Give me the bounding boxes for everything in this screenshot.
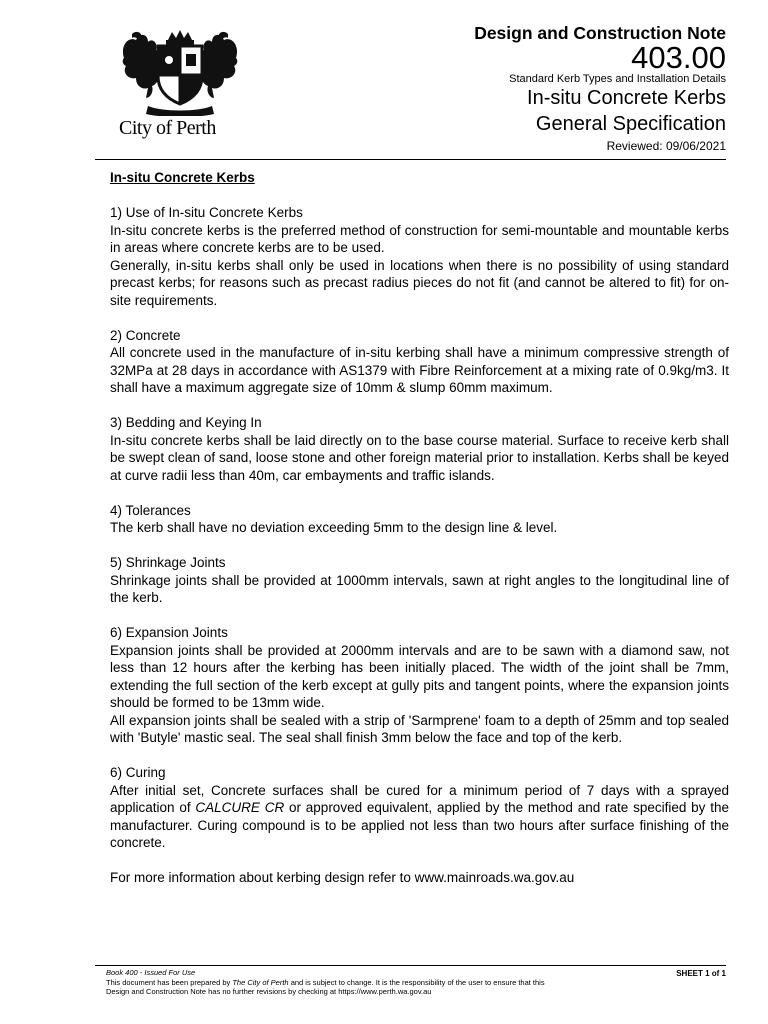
paragraph: The kerb shall have no deviation exceeding 5mm to the design line & level. bbox=[110, 520, 558, 535]
paragraph bbox=[110, 782, 729, 852]
body-heading: In-situ Concrete Kerbs bbox=[110, 170, 255, 185]
paragraph: In-situ concrete kerbs shall be laid directly on to the base course material. Surface to receive kerb shall be swept clean of sand, loose stone and other foreign material prior to installation. Kerbs shall be keyed at curve radii less than 40m, car embayments and traffic islands. bbox=[110, 432, 729, 483]
document-body bbox=[110, 169, 729, 887]
disclaimer-line-2: Design and Construction Note has no further revisions by checking at https://www.perth.wa.gov.au bbox=[106, 987, 432, 996]
text-run: or approved equivalent, applied by the method and rate specified by the manufacturer. Curing compound is to be applied not less than two hours after surface finishing of the concrete. bbox=[110, 800, 729, 850]
note-title-line-2: General Specification bbox=[535, 113, 726, 135]
section-title: 6) Expansion Joints bbox=[110, 625, 228, 640]
section-curing bbox=[110, 764, 729, 852]
page-footer bbox=[106, 968, 726, 997]
section-title: 5) Shrinkage Joints bbox=[110, 555, 226, 570]
section-shrinkage-joints bbox=[110, 554, 729, 607]
logo-wordmark: City of Perth bbox=[119, 117, 216, 139]
note-number: 403.00 bbox=[631, 40, 726, 75]
issue-status: Book 400 - Issued For Use bbox=[106, 968, 196, 977]
note-title-line-1: In-situ Concrete Kerbs bbox=[527, 87, 726, 109]
text-run: The City of Perth bbox=[232, 977, 289, 987]
section-title: 3) Bedding and Keying In bbox=[110, 415, 262, 430]
section-bedding bbox=[110, 414, 729, 484]
disclaimer-line-1 bbox=[106, 978, 726, 988]
reviewed-date: Reviewed: 09/06/2021 bbox=[606, 139, 726, 153]
paragraph: Generally, in-situ kerbs shall only be used in locations when there is no possibility of using standard precast kerbs; for reasons such as precast radius pieces do not fit (and cannot be altered to fit) for on-site requirements. bbox=[110, 257, 729, 308]
document-header bbox=[306, 22, 726, 153]
paragraph: All concrete used in the manufacture of in-situ kerbing shall have a minimum compressive strength of 32MPa at 28 days in accordance with AS1379 with Fibre Reinforcement at a mixing rate of 0.9kg/m3. It shall have a maximum aggregate size of 10mm & slump 60mm maximum. bbox=[110, 345, 729, 395]
note-subtitle: Standard Kerb Types and Installation Details bbox=[509, 73, 726, 85]
section-title: 4) Tolerances bbox=[110, 502, 191, 518]
section-tolerances bbox=[110, 502, 729, 537]
section-title: 1) Use of In-situ Concrete Kerbs bbox=[110, 205, 303, 220]
section-concrete bbox=[110, 327, 729, 397]
paragraph: In-situ concrete kerbs is the preferred method of construction for semi-mountable and mountable kerbs in areas where concrete kerbs are to be used. bbox=[110, 222, 729, 255]
text-run: This document has been prepared by bbox=[106, 977, 233, 987]
more-info: For more information about kerbing design refer to www.mainroads.wa.gov.au bbox=[110, 870, 575, 885]
section-title: 2) Concrete bbox=[110, 327, 181, 343]
text-run: and is subject to change. It is the responsibility of the user to ensure that this bbox=[288, 977, 545, 987]
section-expansion-joints bbox=[110, 624, 729, 747]
paragraph: All expansion joints shall be sealed with a strip of 'Sarmprene' foam to a depth of 25mm and top sealed with 'Butyle' mastic seal. The seal shall finish 3mm below the face and top of the kerb. bbox=[110, 712, 729, 745]
sheet-number: SHEET 1 of 1 bbox=[676, 969, 726, 978]
document-type-title: Design and Construction Note bbox=[474, 23, 726, 43]
coat-of-arms-icon bbox=[118, 28, 242, 116]
paragraph: Shrinkage joints shall be provided at 1000mm intervals, sawn at right angles to the longitudinal line of the kerb. bbox=[110, 572, 729, 605]
header-divider bbox=[95, 159, 726, 160]
footer-divider bbox=[95, 965, 726, 966]
city-of-perth-logo bbox=[110, 28, 250, 146]
text-run: After initial set, Concrete surfaces shall be cured for a minimum period of 7 days with a sprayed application of bbox=[110, 782, 729, 815]
product-name: CALCURE CR bbox=[195, 800, 285, 815]
section-use bbox=[110, 204, 729, 309]
paragraph: Expansion joints shall be provided at 2000mm intervals and are to be sawn with a diamond saw, not less than 12 hours after the kerbing has been initially placed. The width of the joint shall be 7mm, extending the full section of the kerb except at gully pits and tangent points, where the expansion joints should be formed to be 13mm wide. bbox=[110, 642, 729, 710]
section-title: 6) Curing bbox=[110, 765, 166, 780]
